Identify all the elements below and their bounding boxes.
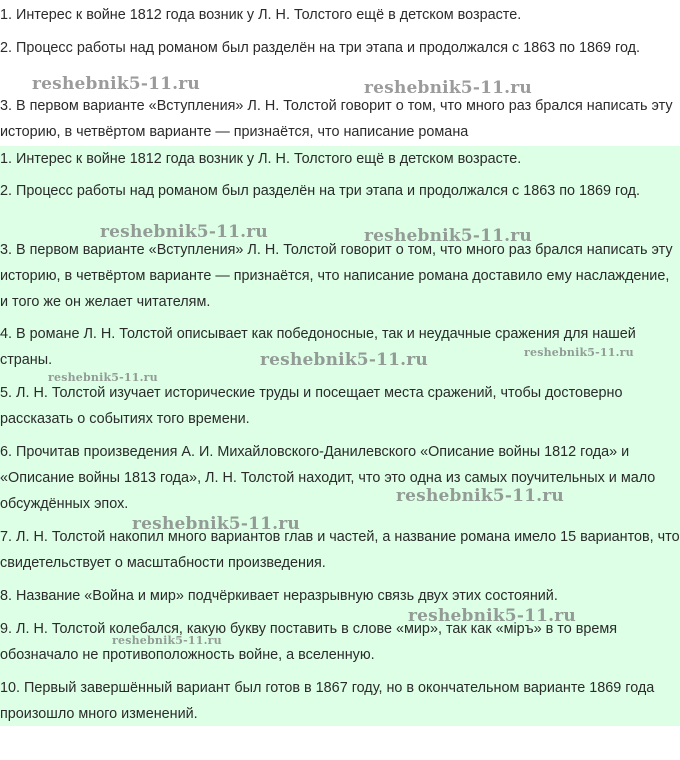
watermark: reshebnik5-11.ru <box>32 74 200 94</box>
paragraph-9: 9. Л. Н. Толстой колебался, какую букву поставить в слове «мир», так как «міръ» в то время обозначало не противоположность войне, а вселенную. <box>0 621 618 663</box>
watermark: reshebnik5-11.ru <box>524 346 634 359</box>
paragraph-3: 3. В первом варианте «Вступления» Л. Н. Толстой говорит о том, что много раз брался написать эту историю, в четвёртом варианте — признаётся, что написание романа доставило ему наслаждение, и того же он желает читателям. <box>0 242 673 310</box>
paragraph-4: 4. В романе Л. Н. Толстой описывает как победоносные, так и неудачные сражения для нашей страны. <box>0 326 636 368</box>
paragraph-5: 5. Л. Н. Толстой изучает исторические труды и посещает места сражений, чтобы достоверно рассказать о событиях того времени. <box>0 385 623 427</box>
paragraph-6: 6. Прочитав произведения А. И. Михайловского-Данилевского «Описание войны 1812 года» и «Описание войны 1813 года», Л. Н. Толстой находит, что это одна из самых поучительных и мало обсуждённых эпох. <box>0 444 656 512</box>
top-paragraph-1: 1. Интерес к войне 1812 года возник у Л. Н. Толстого ещё в детском возрасте. <box>0 7 522 23</box>
watermark: reshebnik5-11.ru <box>408 606 576 626</box>
watermark: reshebnik5-11.ru <box>112 634 222 647</box>
paragraph-10: 10. Первый завершённый вариант был готов в 1867 году, но в окончательном варианте 1869 года произошло много изменений. <box>0 680 655 722</box>
top-paragraph-2: 2. Процесс работы над романом был разделён на три этапа и продолжался с 1863 по 1869 год. <box>0 40 641 56</box>
watermark: reshebnik5-11.ru <box>132 514 300 534</box>
paragraph-1: 1. Интерес к войне 1812 года возник у Л. Н. Толстого ещё в детском возрасте. <box>0 151 522 167</box>
paragraph-8: 8. Название «Война и мир» подчёркивает неразрывную связь двух этих состояний. <box>0 588 558 604</box>
top-paragraph-3: 3. В первом варианте «Вступления» Л. Н. Толстой говорит о том, что много раз брался написать эту историю, в четвёртом варианте — признаётся, что написание романа <box>0 98 673 140</box>
watermark: reshebnik5-11.ru <box>396 486 564 506</box>
paragraph-7: 7. Л. Н. Толстой накопил много вариантов глав и частей, а название романа имело 15 вариантов, что свидетельствует о масштабности произведения. <box>0 529 680 571</box>
watermark: reshebnik5-11.ru <box>364 226 532 246</box>
watermark: reshebnik5-11.ru <box>364 78 532 98</box>
watermark: reshebnik5-11.ru <box>48 371 158 384</box>
watermark: reshebnik5-11.ru <box>100 222 268 242</box>
paragraph-2: 2. Процесс работы над романом был разделён на три этапа и продолжался с 1863 по 1869 год. <box>0 183 641 199</box>
watermark: reshebnik5-11.ru <box>260 350 428 370</box>
